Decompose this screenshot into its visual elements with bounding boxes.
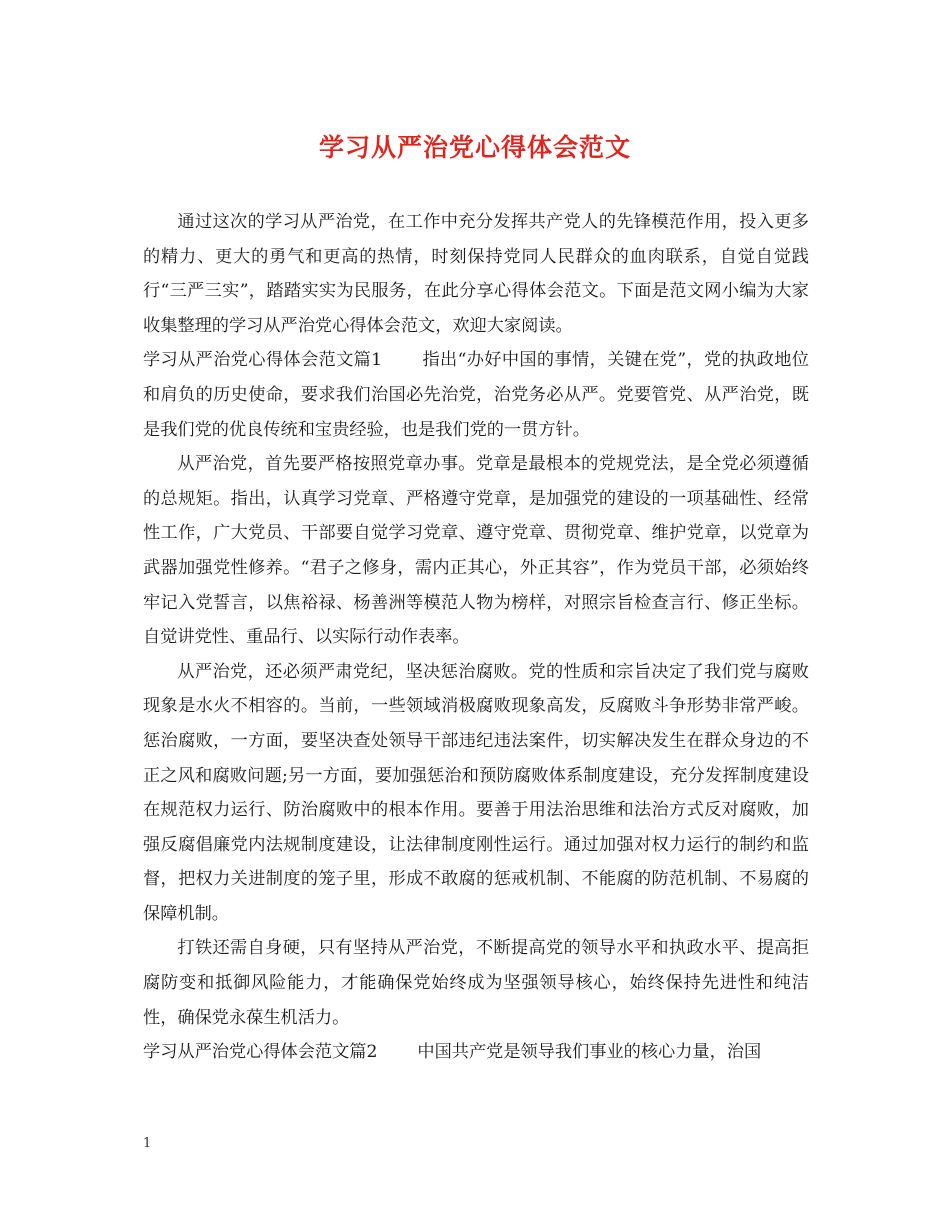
body-paragraph: 从严治党，还必须严肃党纪，坚决惩治腐败。党的性质和宗旨决定了我们党与腐败现象是水火不相容的。当前，一些领域消极腐败现象高发，反腐败斗争形势非常严峻。惩治腐败，一方面，要坚决查处领导干部违纪违法案件，切实解决发生在群众身边的不正之风和腐败问题;另一方面，要加强惩治和预防腐败体系制度建设，充分发挥制度建设在规范权力运行、防治腐败中的根本作用。要善于用法治思维和法治方式反对腐败，加强反腐倡廉党内法规制度建设，让法律制度刚性运行。通过加强对权力运行的制约和监督，把权力关进制度的笼子里，形成不敢腐的惩戒机制、不能腐的防范机制、不易腐的保障机制。 (143, 661, 809, 924)
page-number: 1 (143, 1136, 152, 1151)
section-2-paragraph (143, 1035, 809, 1070)
section-1-heading: 学习从严治党心得体会范文篇1 (143, 350, 383, 371)
section-2-heading: 学习从严治党心得体会范文篇2 (143, 1042, 378, 1063)
section-2-lead: 中国共产党是领导我们事业的核心力量，治国 (417, 1042, 762, 1063)
document-body (143, 205, 809, 1070)
document-title: 学习从严治党心得体会范文 (318, 133, 631, 162)
intro-paragraph: 通过这次的学习从严治党，在工作中充分发挥共产党人的先锋模范作用，投入更多的精力、更大的勇气和更高的热情，时刻保持党同人民群众的血肉联系，自觉自觉践行“三严三实”，踏踏实实为民服务，在此分享心得体会范文。下面是范文网小编为大家收集整理的学习从严治党心得体会范文，欢迎大家阅读。 (143, 212, 809, 336)
section-1-lead: 指出“办好中国的事情，关键在党”，党的执政地位和肩负的历史使命，要求我们治国必先治党，治党务必从严。党要管党、从严治党，既是我们党的优良传统和宝贵经验，也是我们党的一贯方针。 (143, 350, 809, 440)
body-paragraph: 打铁还需自身硬，只有坚持从严治党，不断提高党的领导水平和执政水平、提高拒腐防变和抵御风险能力，才能确保党始终成为坚强领导核心，始终保持先进性和纯洁性，确保党永葆生机活力。 (143, 938, 809, 1028)
section-1-paragraph (143, 343, 809, 447)
body-paragraph: 从严治党，首先要严格按照党章办事。党章是最根本的党规党法，是全党必须遵循的总规矩。指出，认真学习党章、严格遵守党章，是加强党的建设的一项基础性、经常性工作，广大党员、干部要自觉学习党章、遵守党章、贯彻党章、维护党章，以党章为武器加强党性修养。“君子之修身，需内正其心，外正其容”，作为党员干部，必须始终牢记入党誓言，以焦裕禄、杨善洲等模范人物为榜样，对照宗旨检查言行、修正坐标。自觉讲党性、重品行、以实际行动作表率。 (143, 454, 809, 648)
